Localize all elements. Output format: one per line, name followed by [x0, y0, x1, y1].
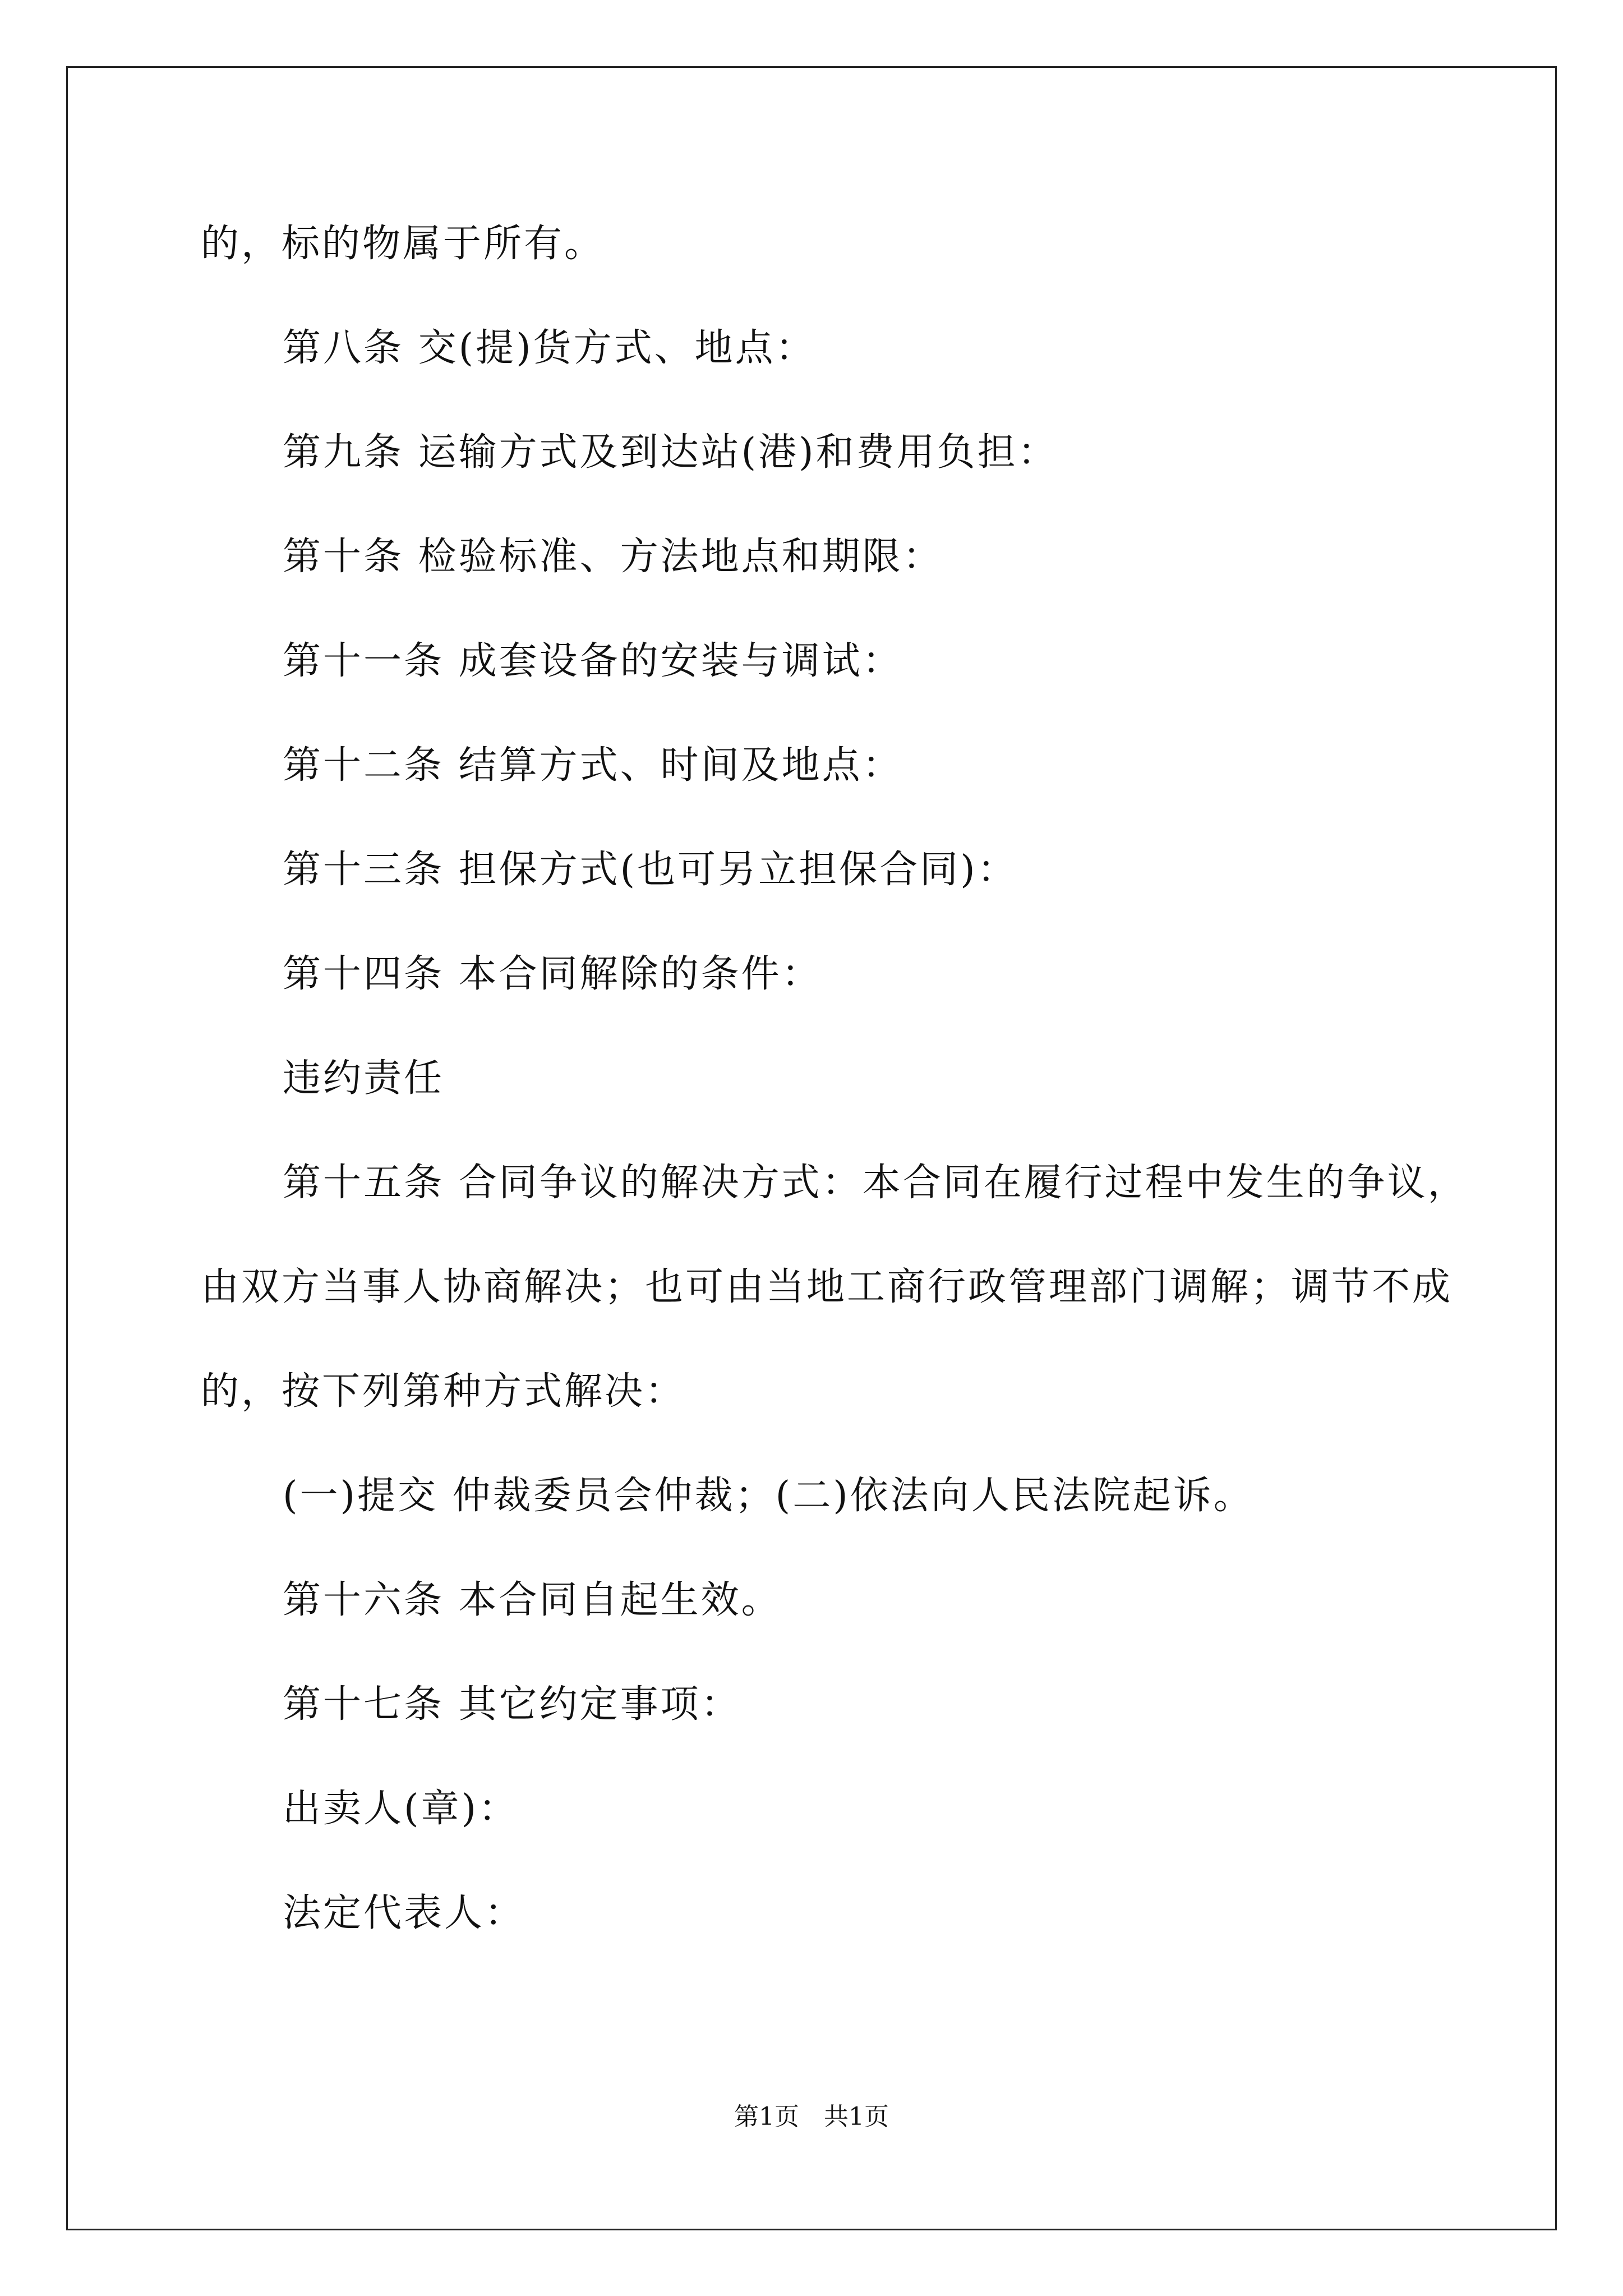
- text-line: 第十二条 结算方式、时间及地点：: [283, 743, 903, 788]
- signature-line-seller: 出卖人(章)：: [283, 1787, 519, 1831]
- text-line: 第十三条 担保方式(也可另立担保合同)：: [283, 848, 1018, 892]
- page-footer: 第1页 共1页: [734, 2102, 889, 2131]
- text-line: 第十七条 其它约定事项：: [283, 1682, 741, 1727]
- text-line: 第九条 运输方式及到达站(港)和费用负担：: [283, 430, 1058, 475]
- text-line: 第十条 检验标准、方法地点和期限：: [283, 535, 943, 579]
- signature-line-representative: 法定代表人：: [283, 1891, 525, 1935]
- text-line: (一)提交 仲裁委员会仲裁；(二)依法向人民法院起诉。: [283, 1474, 1254, 1518]
- text-line: 第十五条 合同争议的解决方式：本合同在履行过程中发生的争议，: [283, 1161, 1468, 1205]
- text-line: 第十四条 本合同解除的条件：: [283, 952, 822, 996]
- text-line: 第八条 交(提)货方式、地点：: [283, 326, 816, 370]
- text-line: 的，标的物属于所有。: [201, 222, 605, 266]
- text-line: 第十六条 本合同自起生效。: [283, 1578, 782, 1622]
- text-line: 由双方当事人协商解决；也可由当地工商行政管理部门调解；调节不成: [201, 1265, 1453, 1309]
- text-line: 第十一条 成套设备的安装与调试：: [283, 639, 903, 683]
- document-body: [201, 222, 1468, 1995]
- section-heading: 违约责任: [283, 1056, 445, 1101]
- text-line: 的，按下列第种方式解决：: [201, 1369, 686, 1414]
